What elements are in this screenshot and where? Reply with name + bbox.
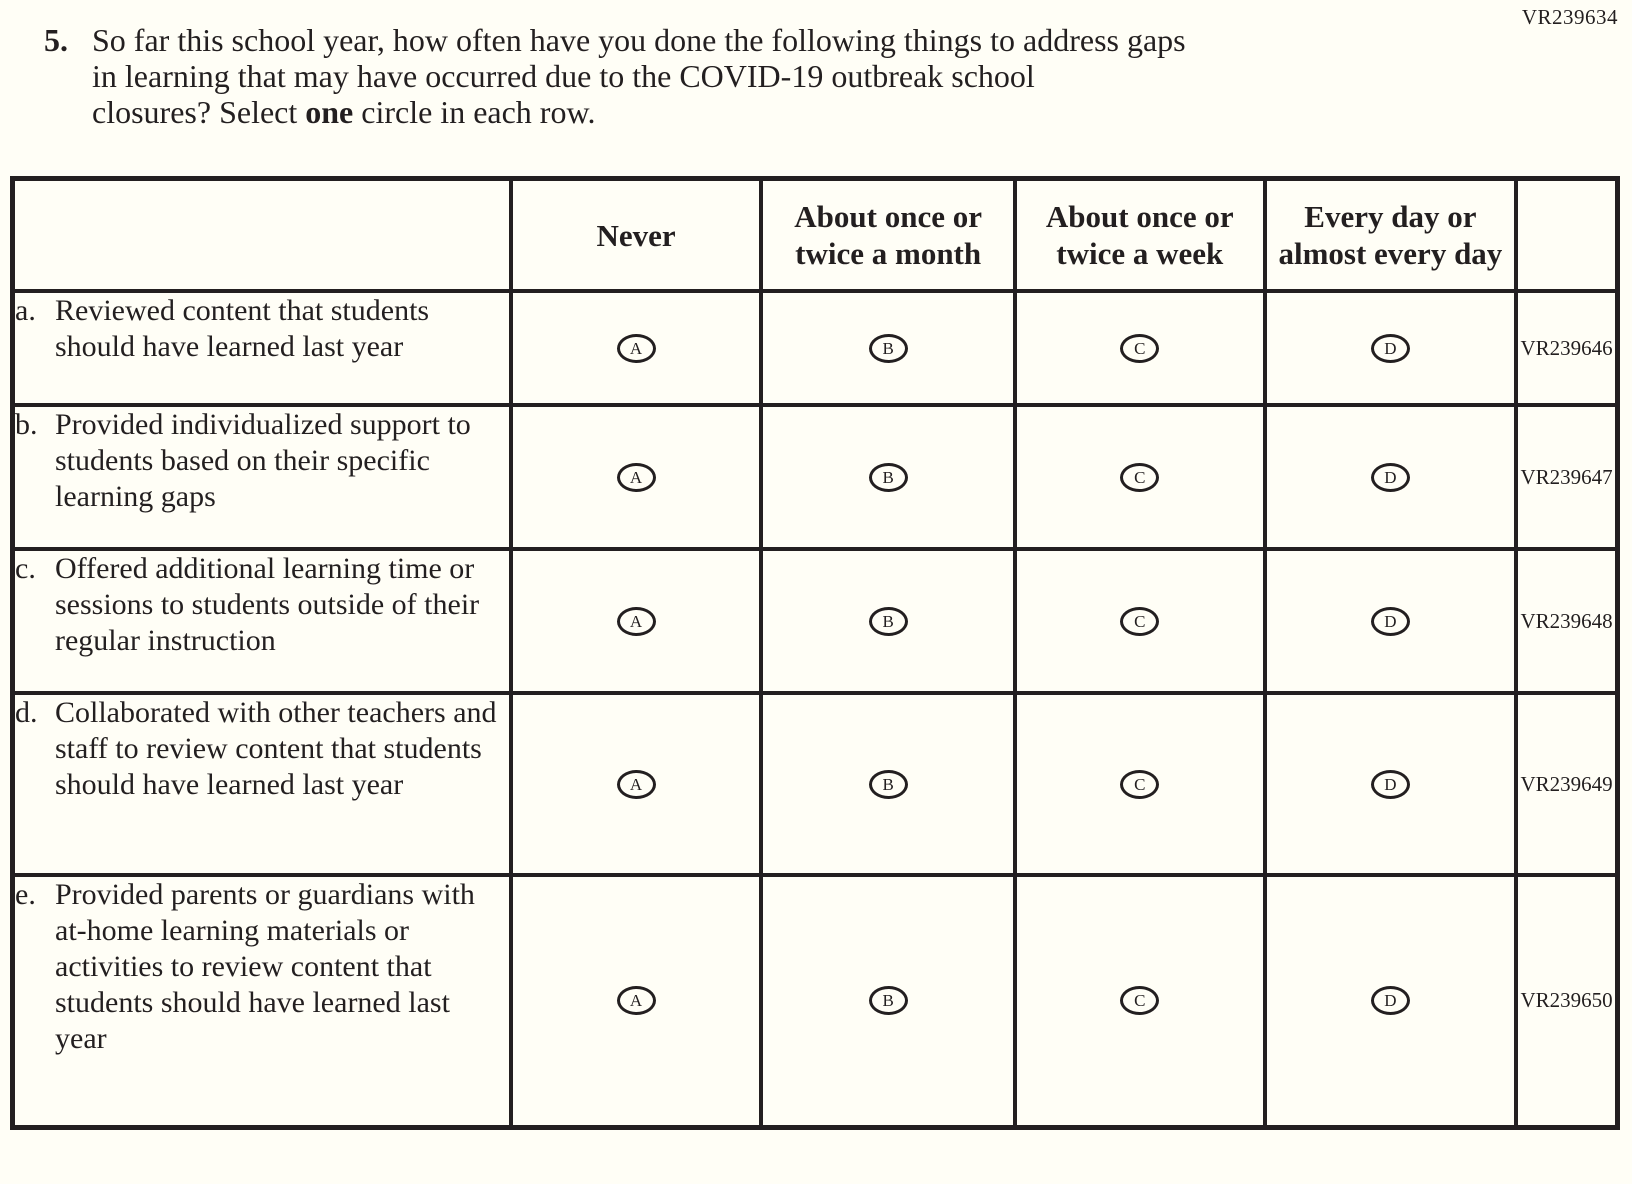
row-d-cell-everyday bbox=[1265, 693, 1517, 875]
row-d-cell-never bbox=[511, 693, 762, 875]
bubble-row-b-option-d[interactable]: D bbox=[1371, 463, 1410, 492]
row-b-code: VR239647 bbox=[1516, 405, 1617, 549]
row-a-cell-never bbox=[511, 291, 762, 405]
bubble-row-d-option-c[interactable]: C bbox=[1120, 770, 1159, 799]
bubble-row-d-option-b[interactable]: B bbox=[869, 770, 908, 799]
question-line-1: So far this school year, how often have you done the following things to address gaps bbox=[92, 22, 1186, 58]
question-block bbox=[44, 22, 1186, 130]
bubble-row-a-option-c[interactable]: C bbox=[1120, 334, 1159, 363]
row-b-text: Provided individualized support to students based on their specific learning gaps bbox=[55, 408, 471, 513]
row-c-text: Offered additional learning time or sessions to students outside of their regular instruction bbox=[55, 552, 480, 657]
bubble-row-e-option-a[interactable]: A bbox=[617, 986, 656, 1015]
question-line-3-pre: closures? Select bbox=[92, 94, 306, 130]
row-b-cell-everyday bbox=[1265, 405, 1517, 549]
question-text bbox=[92, 22, 1186, 130]
row-d-code: VR239649 bbox=[1516, 693, 1617, 875]
row-e-cell-week bbox=[1015, 875, 1265, 1127]
header-never: Never bbox=[511, 179, 762, 292]
page-form-code: VR239634 bbox=[1521, 5, 1618, 29]
row-d-label-cell bbox=[13, 693, 511, 875]
row-c-letter: c. bbox=[15, 552, 36, 585]
question-number: 5. bbox=[44, 22, 68, 58]
row-a-label-cell bbox=[13, 291, 511, 405]
row-c-label-cell bbox=[13, 549, 511, 693]
row-e-text: Provided parents or guardians with at-home learning materials or activities to review content that students should have learned last year bbox=[55, 878, 475, 1055]
bubble-row-c-option-a[interactable]: A bbox=[617, 607, 656, 636]
row-c-code: VR239648 bbox=[1516, 549, 1617, 693]
bubble-row-c-option-c[interactable]: C bbox=[1120, 607, 1159, 636]
row-e-code: VR239650 bbox=[1516, 875, 1617, 1127]
header-once-twice-month: About once or twice a month bbox=[761, 179, 1015, 292]
question-line-3-post: circle in each row. bbox=[353, 94, 596, 130]
table-row-a bbox=[13, 291, 1618, 405]
row-d-cell-week bbox=[1015, 693, 1265, 875]
table-row-e bbox=[13, 875, 1618, 1127]
row-d-letter: d. bbox=[15, 696, 38, 729]
bubble-row-a-option-b[interactable]: B bbox=[869, 334, 908, 363]
row-e-cell-everyday bbox=[1265, 875, 1517, 1127]
row-e-cell-never bbox=[511, 875, 762, 1127]
row-a-code: VR239646 bbox=[1516, 291, 1617, 405]
row-e-label-cell bbox=[13, 875, 511, 1127]
table-row-b bbox=[13, 405, 1618, 549]
header-every-day: Every day or almost every day bbox=[1265, 179, 1517, 292]
table-row-d bbox=[13, 693, 1618, 875]
row-a-letter: a. bbox=[15, 294, 36, 327]
row-e-cell-month bbox=[761, 875, 1015, 1127]
header-empty-stub bbox=[13, 179, 511, 292]
row-c-cell-month bbox=[761, 549, 1015, 693]
response-grid bbox=[10, 176, 1620, 1130]
table-row-c bbox=[13, 549, 1618, 693]
question-line-3 bbox=[92, 94, 1186, 130]
row-c-cell-never bbox=[511, 549, 762, 693]
row-a-cell-month bbox=[761, 291, 1015, 405]
bubble-row-d-option-a[interactable]: A bbox=[617, 770, 656, 799]
bubble-row-e-option-d[interactable]: D bbox=[1371, 986, 1410, 1015]
header-empty-code bbox=[1516, 179, 1617, 292]
bubble-row-c-option-b[interactable]: B bbox=[869, 607, 908, 636]
row-d-cell-month bbox=[761, 693, 1015, 875]
bubble-row-a-option-d[interactable]: D bbox=[1371, 334, 1410, 363]
bubble-row-e-option-c[interactable]: C bbox=[1120, 986, 1159, 1015]
header-once-twice-week: About once or twice a week bbox=[1015, 179, 1265, 292]
row-d-text: Collaborated with other teachers and staff to review content that students should have learned last year bbox=[55, 696, 497, 801]
bubble-row-d-option-d[interactable]: D bbox=[1371, 770, 1410, 799]
row-a-cell-everyday bbox=[1265, 291, 1517, 405]
question-line-3-bold: one bbox=[305, 94, 354, 130]
row-b-cell-month bbox=[761, 405, 1015, 549]
bubble-row-c-option-d[interactable]: D bbox=[1371, 607, 1410, 636]
row-c-cell-week bbox=[1015, 549, 1265, 693]
row-c-cell-everyday bbox=[1265, 549, 1517, 693]
bubble-row-e-option-b[interactable]: B bbox=[869, 986, 908, 1015]
header-row bbox=[13, 179, 1618, 292]
row-a-cell-week bbox=[1015, 291, 1265, 405]
response-table bbox=[10, 176, 1620, 1130]
row-e-letter: e. bbox=[15, 878, 36, 911]
row-b-letter: b. bbox=[15, 408, 38, 441]
row-b-label-cell bbox=[13, 405, 511, 549]
question-line-2: in learning that may have occurred due to the COVID-19 outbreak school bbox=[92, 58, 1035, 94]
row-b-cell-week bbox=[1015, 405, 1265, 549]
bubble-row-b-option-a[interactable]: A bbox=[617, 463, 656, 492]
bubble-row-b-option-c[interactable]: C bbox=[1120, 463, 1159, 492]
bubble-row-b-option-b[interactable]: B bbox=[869, 463, 908, 492]
row-b-cell-never bbox=[511, 405, 762, 549]
row-a-text: Reviewed content that students should have learned last year bbox=[55, 294, 430, 363]
bubble-row-a-option-a[interactable]: A bbox=[617, 334, 656, 363]
